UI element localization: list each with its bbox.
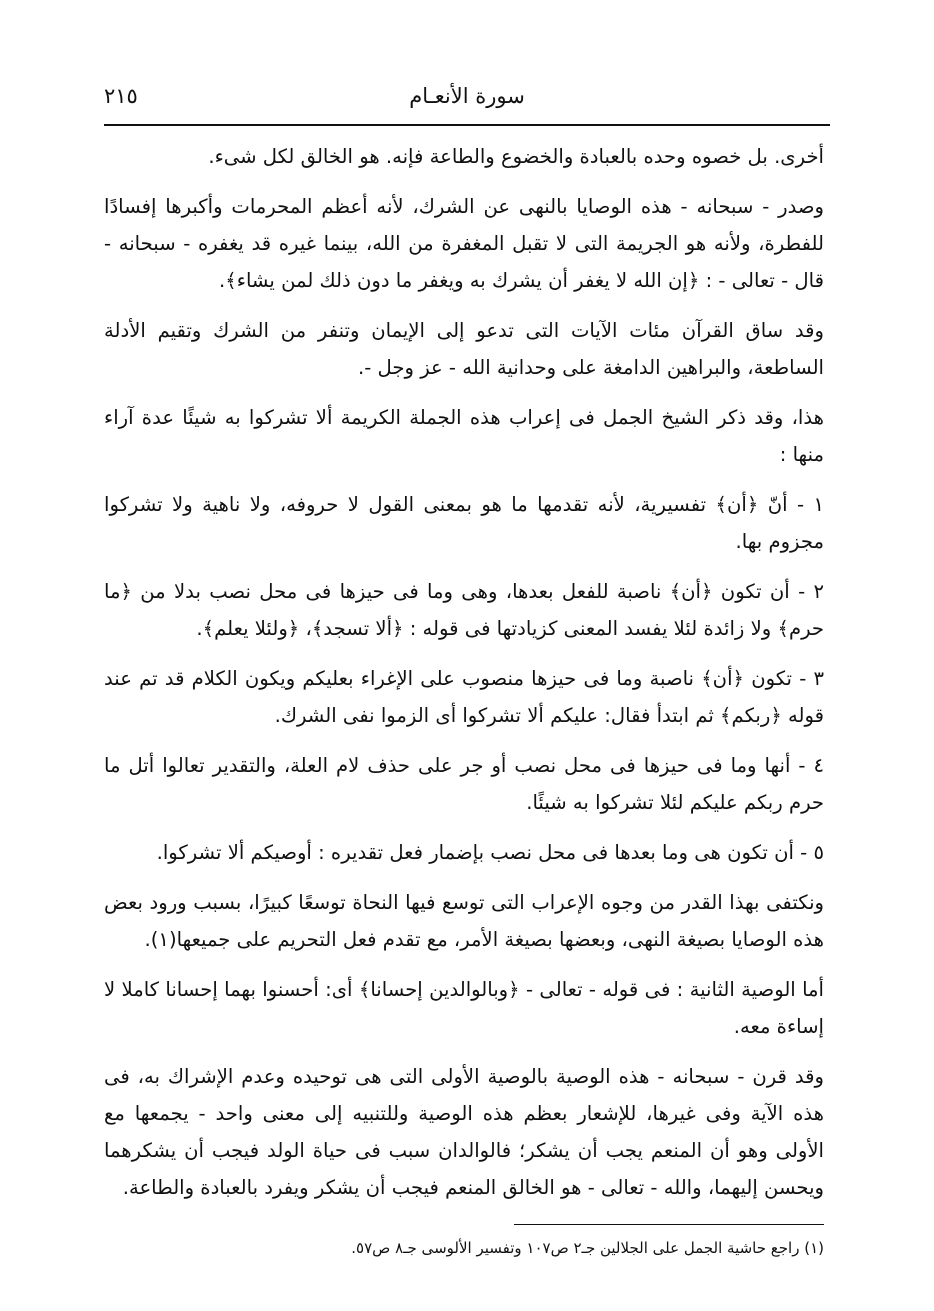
paragraph: ١ - أنّ ﴿أن﴾ تفسيرية، لأنه تقدمها ما هو بمعنى القول لا حروفه، ولا ناهية ولا تشركوا مجزوم بها. bbox=[104, 493, 824, 553]
header-rule bbox=[104, 124, 830, 126]
paragraph: ٢ - أن تكون ﴿أن﴾ ناصبة للفعل بعدها، وهى وما فى حيزها فى محل نصب بدلا من ﴿ما حرم﴾ ولا زائدة لئلا يفسد المعنى كزيادتها فى قوله : ﴿ألا تسجد﴾، ﴿ولئلا يعلم﴾. bbox=[104, 580, 824, 640]
page-body bbox=[104, 138, 824, 1219]
footnote-rule bbox=[514, 1224, 824, 1225]
paragraph: ٥ - أن تكون هى وما بعدها فى محل نصب بإضمار فعل تقديره : أوصيكم ألا تشركوا. bbox=[156, 841, 824, 864]
paragraph: وقد قرن - سبحانه - هذه الوصية بالوصية الأولى التى هى توحيده وعدم الإشراك به، فى هذه الآية وفى غيرها، للإشعار بعظم هذه الوصية وللتنبيه إلى معنى واحد - يجمعها مع الأولى وهو أن المنعم يجب أن يشكر؛ فالوالدان سبب فى حياة الولد فيجب أن يشكرهما ويحسن إليهما، والله - تعالى - هو الخالق المنعم فيجب أن يشكر ويفرد بالعبادة والطاعة. bbox=[104, 1065, 824, 1199]
paragraph: ونكتفى بهذا القدر من وجوه الإعراب التى توسع فيها النحاة توسعًا كبيرًا، بسبب ورود بعض هذه الوصايا بصيغة النهى، وبعضها بصيغة الأمر، مع تقدم فعل التحريم على جميعها(١). bbox=[104, 891, 824, 951]
paragraph: أخرى. بل خصوه وحده بالعبادة والخضوع والطاعة فإنه. هو الخالق لكل شىء. bbox=[208, 145, 824, 168]
paragraph: وقد ساق القرآن مئات الآيات التى تدعو إلى الإيمان وتنفر من الشرك وتقيم الأدلة الساطعة، والبراهين الدامغة على وحدانية الله - عز وجل -. bbox=[104, 319, 824, 379]
footnote: (١) راجع حاشية الجمل على الجلالين جـ٢ ص١٠٧ وتفسير الألوسى جـ٨ ص٥٧. bbox=[351, 1239, 824, 1257]
running-title: سورة الأنعـام bbox=[409, 84, 525, 108]
paragraph: ٤ - أنها وما فى حيزها فى محل نصب أو جر على حذف لام العلة، والتقدير تعالوا أتل ما حرم ربكم عليكم لئلا تشركوا به شيئًا. bbox=[104, 754, 824, 814]
paragraph: ٣ - تكون ﴿أن﴾ ناصبة وما فى حيزها منصوب على الإغراء بعليكم ويكون الكلام قد تم عند قوله ﴿ربكم﴾ ثم ابتدأ فقال: عليكم ألا تشركوا أى الزموا نفى الشرك. bbox=[104, 667, 824, 727]
page-header bbox=[104, 84, 830, 120]
paragraph: وصدر - سبحانه - هذه الوصايا بالنهى عن الشرك، لأنه أعظم المحرمات وأكبرها إفسادًا للفطرة، ولأنه هو الجريمة التى لا تقبل المغفرة من الله، بينما غيره قد يغفره - سبحانه - قال - تعالى - : ﴿إن الله لا يغفر أن يشرك به ويغفر ما دون ذلك لمن يشاء﴾. bbox=[104, 195, 824, 292]
paragraph: هذا، وقد ذكر الشيخ الجمل فى إعراب هذه الجملة الكريمة ألا تشركوا به شيئًا عدة آراء منها : bbox=[104, 406, 824, 466]
paragraph: أما الوصية الثانية : فى قوله - تعالى - ﴿وبالوالدين إحسانا﴾ أى: أحسنوا بهما إحسانا كاملا لا إساءة معه. bbox=[104, 978, 824, 1038]
page-number: ٢١٥ bbox=[104, 84, 138, 108]
